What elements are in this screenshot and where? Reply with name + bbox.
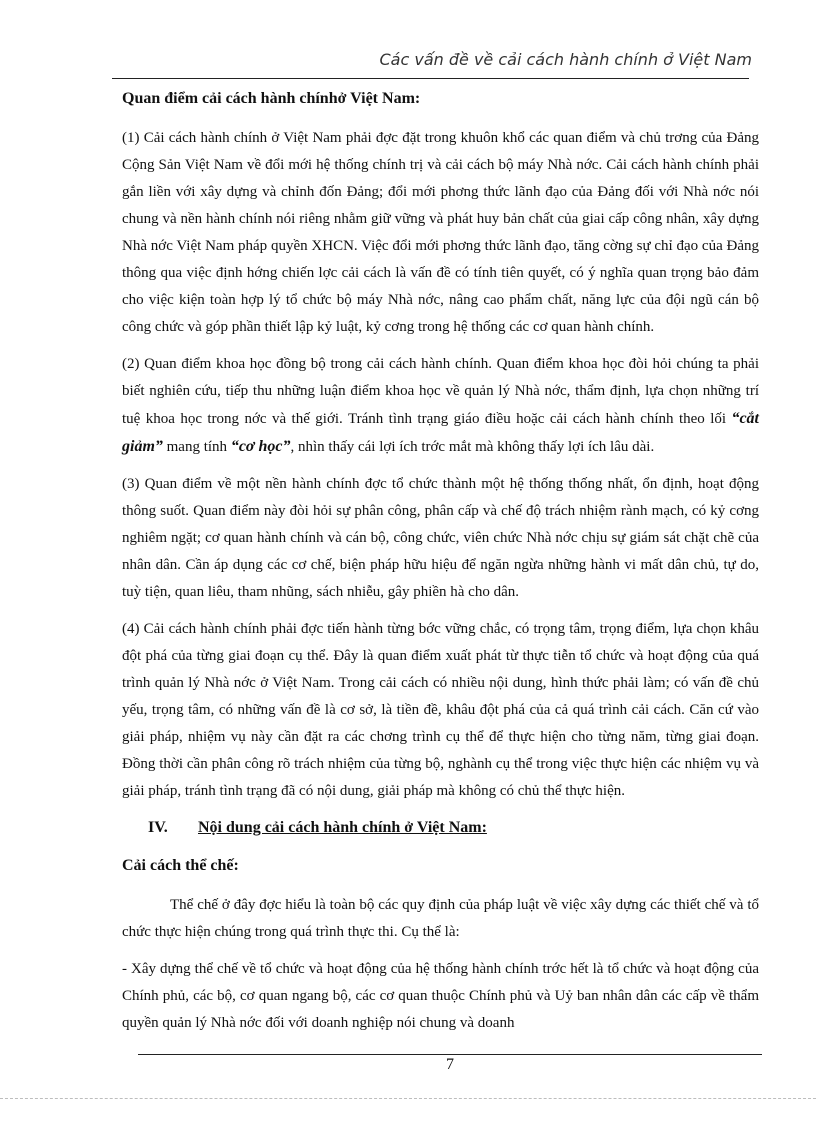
paragraph-viewpoint-3: (3) Quan điểm về một nền hành chính đợc tổ chức thành một hệ thống thống nhất, ổn định, hoạt động thông suốt. Quan điểm này đòi hỏi sự phân công, phân cấp và chế độ trách nhiệm rành mạch, có kỷ cơng nghiêm ngặt; cơ quan hành chính và cán bộ, công chức, viên chức Nhà nớc chịu sự giám sát chặt chẽ của nhân dân. Cần áp dụng các cơ chế, biện pháp hữu hiệu để ngăn ngừa những hành vi mất dân chủ, tự do, tuỳ tiện, quan liêu, tham nhũng, sách nhiễu, gây phiền hà cho dân. [122,476,759,600]
emphasis-co-hoc: “cơ học” [230,438,291,455]
paragraph-institutions-intro: Thể chế ở đây đợc hiểu là toàn bộ các quy định của pháp luật về việc xây dựng các thiết chế và tổ chức thực hiện chúng trong quá trình thực thi. Cụ thể là: [122,897,759,940]
page-number: 7 [446,1056,454,1073]
paragraph-viewpoint-2-text-c: mang tính [162,439,231,455]
paragraph-viewpoint-2-text-a: (2) Quan điểm khoa học đồng bộ trong cải cách hành chính. Quan điểm khoa học đòi hỏi chúng ta phải biết nghiên cứu, tiếp thu những luận điểm khoa học về quản lý Nhà nớc, thẩm định, lựa chọn những trí tuệ khoa học trong nớc và thế giới. Tránh tình trạng giáo điều hoặc cải cách hành chính theo lối [122,356,759,427]
section-number: IV. [148,819,168,836]
section-heading-content [122,815,759,841]
section-heading-viewpoints: Quan điểm cải cách hành chínhở Việt Nam: [122,90,421,107]
document-body [122,84,759,1047]
paragraph-viewpoint-4: (4) Cải cách hành chính phải đợc tiến hành từng bớc vững chắc, có trọng tâm, trọng điểm, lựa chọn khâu đột phá của từng giai đoạn cụ thể. Đây là quan điểm xuất phát từ thực tiễn tổ chức và hoạt động của quá trình quản lý Nhà nớc ở Việt Nam. Trong cải cách có nhiều nội dung, hình thức phải làm; có vấn đề chủ yếu, trọng tâm, có những vấn đề là cơ sở, là tiền đề, khâu đột phá của cả quá trình cải cách. Căn cứ vào giải pháp, nhiệm vụ này cần đặt ra các chơng trình cụ thể để thực hiện cho từng năm, từng giai đoạn. Đồng thời cần phân công rõ trách nhiệm của từng bộ, nghành cụ thể trong việc thực hiện các nhiệm vụ và giải pháp, tránh tình trạng đã có nội dung, giải pháp mà không có chủ thể thực hiện. [122,621,759,799]
page-edge-dashed-line [0,1098,816,1099]
footer-rule [138,1054,762,1055]
paragraph-viewpoint-2-text-e: , nhìn thấy cái lợi ích trớc mắt mà không thấy lợi ích lâu dài. [290,439,655,455]
header-rule [112,78,749,79]
section-title: Nội dung cải cách hành chính ở Việt Nam: [198,819,487,836]
paragraph-viewpoint-2 [122,351,759,461]
emphasis-cat-giam: “cắt giảm” [122,410,759,455]
paragraph-viewpoint-1: (1) Cải cách hành chính ở Việt Nam phải đợc đặt trong khuôn khổ các quan điểm và chủ trơng của Đảng Cộng Sản Việt Nam về đổi mới hệ thống chính trị và cải cách bộ máy Nhà nớc. Cải cách hành chính phải gắn liền với xây dựng và chỉnh đốn Đảng; đổi mới phơng thức lãnh đạo của Đảng đối với Nhà nớc nói chung và nền hành chính nói riêng nhằm giữ vững và phát huy bản chất của giai cấp công nhân, xây dựng Nhà nớc Việt Nam pháp quyền XHCN. Việc đổi mới phơng thức lãnh đạo, tăng cờng sự chỉ đạo của Đảng thông qua việc định hớng chiến lợc cải cách là vấn đề có tính tiên quyết, có ý nghĩa quan trọng bảo đảm cho việc kiện toàn hợp lý tổ chức bộ máy Nhà nớc, nâng cao phẩm chất, năng lực của đội ngũ cán bộ công chức và góp phần thiết lập kỷ luật, kỷ cơng trong hệ thống các cơ quan hành chính. [122,130,759,335]
paragraph-institutions-item-1: - Xây dựng thể chế về tổ chức và hoạt động của hệ thống hành chính trớc hết là tổ chức và hoạt động của Chính phủ, các bộ, cơ quan ngang bộ, các cơ quan thuộc Chính phủ và Uỷ ban nhân dân các cấp về thẩm quyền quản lý Nhà nớc đối với doanh nghiệp nói chung và doanh [122,961,759,1031]
subsection-heading-institutions: Cải cách thể chế: [122,857,239,874]
running-header: Các vấn đề về cải cách hành chính ở Việt Nam [379,50,752,69]
